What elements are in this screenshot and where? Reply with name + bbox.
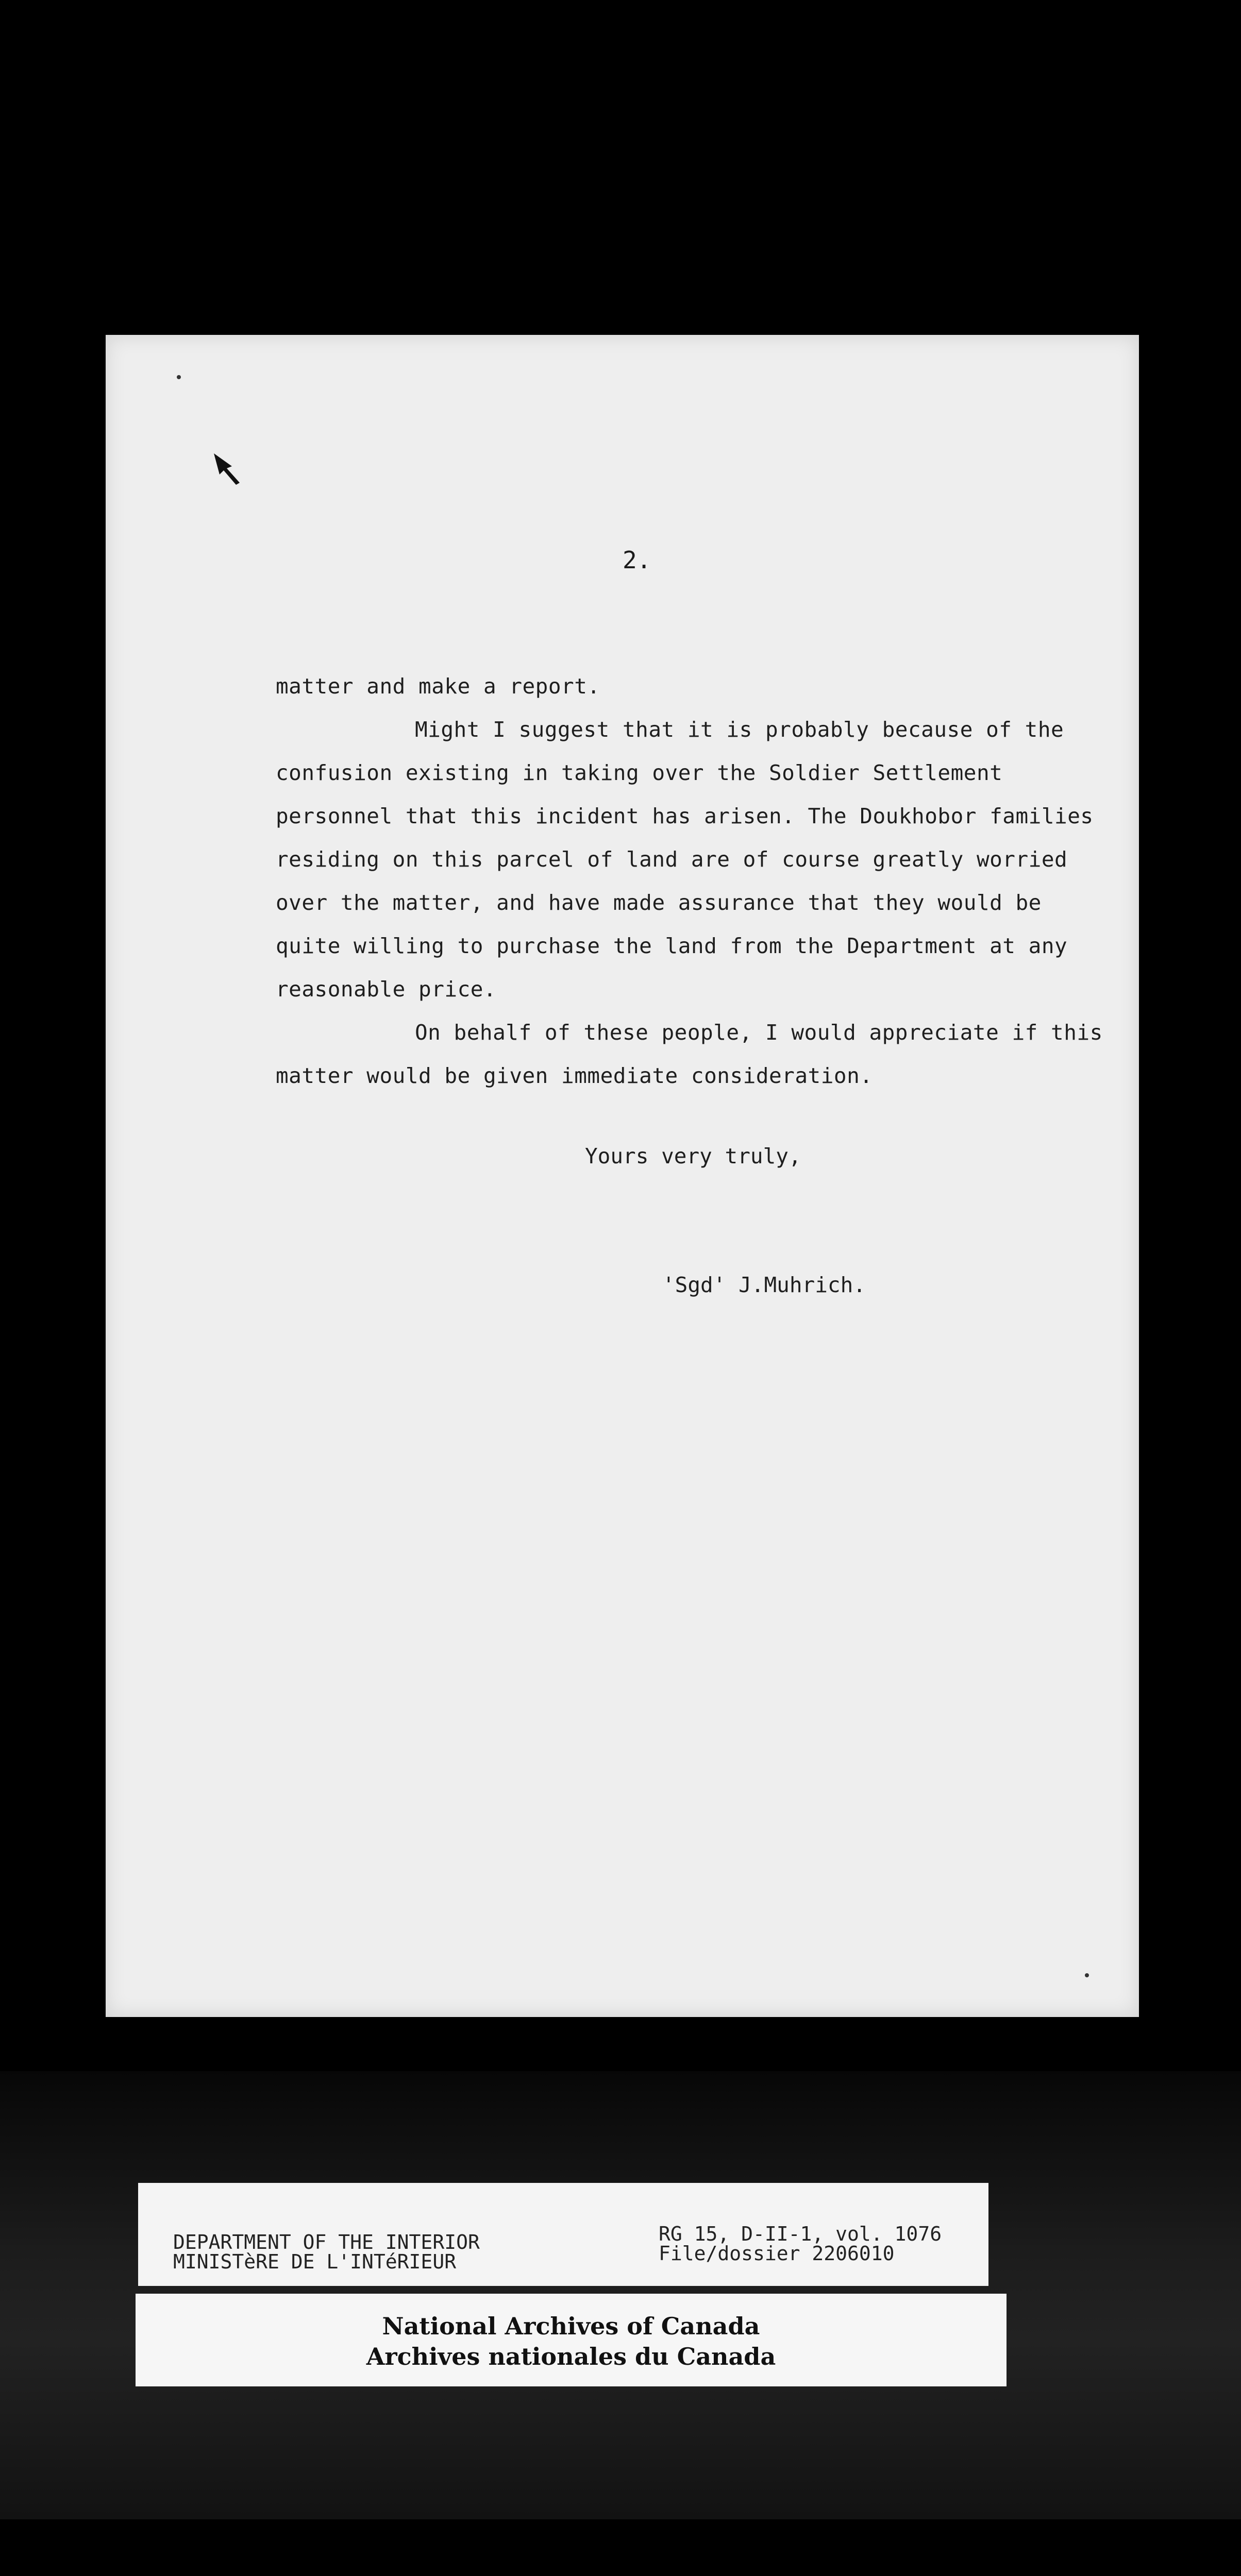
- department-en: DEPARTMENT OF THE INTERIOR: [173, 2231, 480, 2253]
- reference-info: [659, 2224, 942, 2263]
- department-fr: MINISTèRE DE L'INTéRIEUR: [173, 2250, 457, 2273]
- paragraph-2: Might I suggest that it is probably because of the confusion existing in taking over the Soldier Settlement personnel that this incident has arisen. The Doukhobor families residing on this parcel of land are of course greatly worried over the matter, and have made assurance that they would be quite willing to purchase the land from the Department at any reasonable price.: [276, 717, 1094, 1002]
- corner-arrow-mark: [211, 451, 242, 487]
- record-group-reference: RG 15, D-II-1, vol. 1076: [659, 2223, 942, 2245]
- letter-body: [276, 665, 1111, 1097]
- closing-line: Yours very truly,: [585, 1144, 801, 1168]
- paragraph-3: On behalf of these people, I would appreciate if this matter would be given immediate consideration.: [276, 1020, 1103, 1088]
- department-label: [138, 2183, 988, 2286]
- signature-line: 'Sgd' J.Muhrich.: [662, 1273, 866, 1297]
- archives-name-en: National Archives of Canada: [382, 2312, 760, 2340]
- speck-mark: [1085, 1973, 1089, 1977]
- paragraph-1: matter and make a report.: [276, 674, 600, 699]
- archives-name-fr: Archives nationales du Canada: [366, 2343, 776, 2370]
- department-names: [173, 2232, 480, 2272]
- archives-label: [136, 2294, 1007, 2386]
- page-number: 2.: [623, 546, 651, 574]
- file-dossier-number: File/dossier 2206010: [659, 2242, 895, 2265]
- speck-mark: [177, 375, 181, 379]
- letter-page: [106, 335, 1139, 2017]
